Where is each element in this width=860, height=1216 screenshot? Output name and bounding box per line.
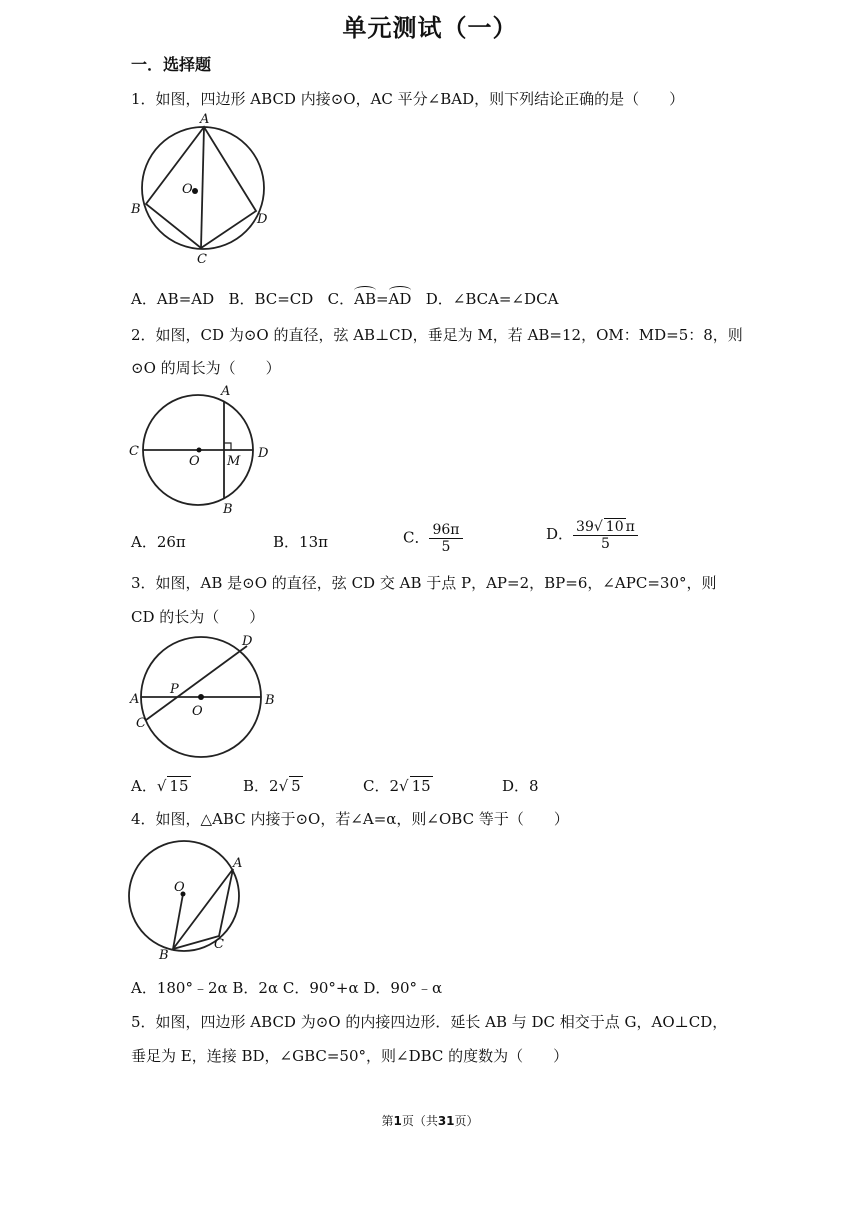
q3-option-d: D．8 xyxy=(502,777,539,795)
q3-center-dot xyxy=(198,694,204,700)
q3-stem-line2: CD 的长为（ ） xyxy=(131,608,265,626)
q2-right-angle-mark xyxy=(224,443,231,450)
q2-figure xyxy=(126,382,276,518)
q3-option-b: B．2√ 5 xyxy=(243,777,301,795)
q2-option-c: C． $\frac{96\pi}{5}$ xyxy=(403,522,463,555)
page-footer: 第1页（共31页） xyxy=(381,1114,479,1128)
q2-option-d: D． $\frac{39√ 10 \pi}{5}$ xyxy=(546,518,638,552)
q1-label-a: A xyxy=(200,112,210,127)
q3-label-c: C xyxy=(136,716,146,731)
q1-options xyxy=(131,286,558,309)
q1-diagonal-ac xyxy=(201,127,204,248)
q4-stem: 4．如图，△ABC 内接于⊙O，若∠A=α，则∠OBC 等于（ ） xyxy=(131,810,569,828)
q3-option-a: A．√ 15 xyxy=(131,777,189,795)
q3-option-c: C．2√ 15 xyxy=(363,777,431,795)
q3-label-a: A xyxy=(130,692,140,707)
q2-label-a: A xyxy=(221,384,231,399)
q2-option-a: A．26π xyxy=(131,533,186,551)
q5-stem-line2: 垂足为 E，连接 BD，∠GBC=50°，则∠DBC 的度数为（ ） xyxy=(131,1047,569,1065)
q1-option-a: A．AB=AD xyxy=(131,290,215,308)
q4-label-o: O xyxy=(174,880,185,895)
q4-label-c: C xyxy=(214,937,224,952)
q1-label-c: C xyxy=(197,252,207,267)
q1-option-b: B．BC=CD xyxy=(228,290,314,308)
q2-stem-line1: 2．如图，CD 为⊙O 的直径，弦 AB⊥CD，垂足为 M，若 AB=12，OM：MD=5：8，则 xyxy=(131,326,743,344)
q4-label-a: A xyxy=(233,856,243,871)
q2-fraction-c: $\frac{96\pi}{5}$ xyxy=(429,522,462,555)
q2-center-dot xyxy=(197,448,202,453)
q2-label-m: M xyxy=(227,454,241,469)
q2-option-b: B．13π xyxy=(273,533,328,551)
q4-label-b: B xyxy=(159,948,169,963)
q1-arc-ad: AD xyxy=(389,286,412,308)
q4-options: A．180°﹣2α B．2α C．90°+α D．90°﹣α xyxy=(131,979,443,997)
q1-label-o: O xyxy=(182,182,193,197)
q1-arc-ab: AB xyxy=(354,286,376,308)
total-page-count: 31 xyxy=(437,1114,455,1128)
q1-label-d: D xyxy=(257,212,268,227)
q5-stem-line1: 5．如图，四边形 ABCD 为⊙O 的内接四边形．延长 AB 与 DC 相交于点 G，AO⊥CD， xyxy=(131,1013,728,1031)
q1-center-dot xyxy=(192,188,198,194)
q3-label-p: P xyxy=(170,682,179,697)
q3-label-d: D xyxy=(242,634,253,649)
q2-label-o: O xyxy=(189,454,200,469)
q3-label-o: O xyxy=(192,704,203,719)
q3-stem-line1: 3．如图，AB 是⊙O 的直径，弦 CD 交 AB 于点 P，AP=2，BP=6，∠APC=30°，则 xyxy=(131,574,717,592)
q1-label-b: B xyxy=(131,202,141,217)
q1-option-c: C．AB=AD xyxy=(328,290,412,308)
q1-figure xyxy=(128,112,278,268)
section-heading: 一．选择题 xyxy=(131,55,212,74)
q2-label-b: B xyxy=(223,502,233,517)
q1-option-d: D．∠BCA=∠DCA xyxy=(425,290,559,308)
q1-stem: 1．如图，四边形 ABCD 内接⊙O，AC 平分∠BAD，则下列结论正确的是（ ） xyxy=(131,90,685,108)
q2-label-d: D xyxy=(258,446,269,461)
q4-radius-ob xyxy=(173,894,183,949)
q3-label-b: B xyxy=(265,693,275,708)
q2-stem-line2: ⊙O 的周长为（ ） xyxy=(131,359,281,377)
current-page-number: 1 xyxy=(393,1114,402,1128)
q2-label-c: C xyxy=(129,444,139,459)
q2-fraction-d: $\frac{39√ 10 \pi}{5}$ xyxy=(573,518,638,552)
q3-figure xyxy=(126,630,282,764)
q4-figure xyxy=(125,836,260,964)
page-title: 单元测试（一） xyxy=(342,14,518,42)
